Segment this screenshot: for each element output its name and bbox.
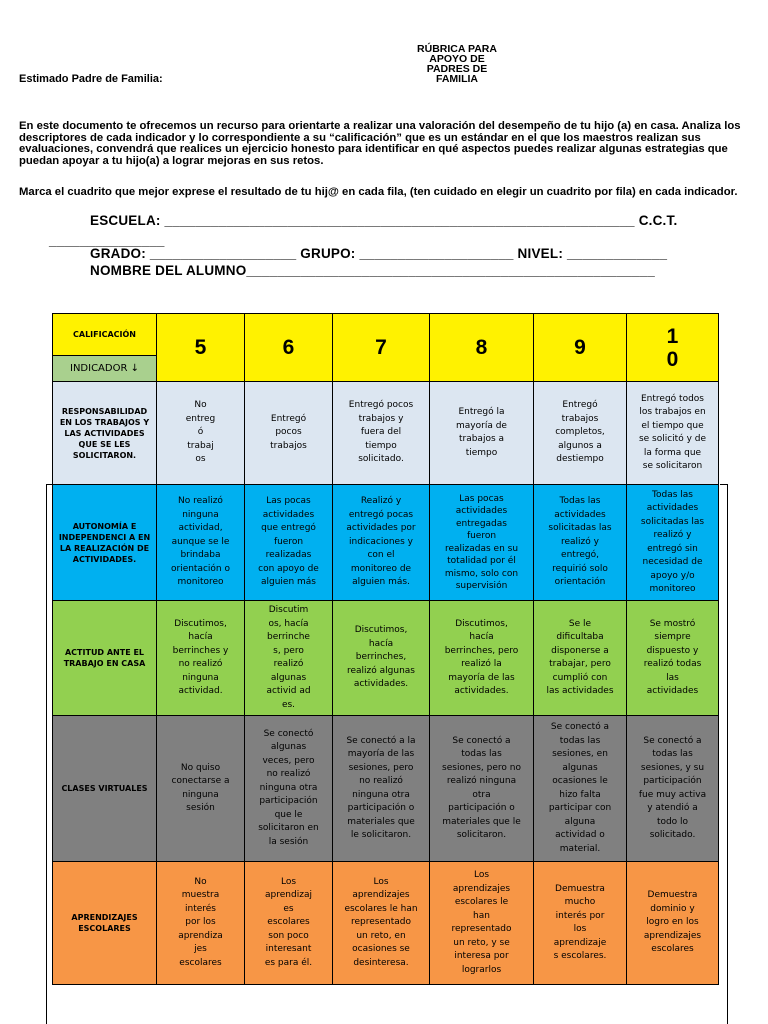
rubric-cell[interactable]: Las pocas actividades que entregó fueron realizadas con apoyo de alguien más bbox=[245, 485, 333, 601]
rubric-cell[interactable]: Discutimos, hacía berrinches, pero realizó la mayoría de las actividades. bbox=[430, 601, 534, 716]
rubric-cell[interactable]: Todas las actividades solicitadas las realizó y entregó sin necesidad de apoyo y/o monitoreo bbox=[627, 485, 719, 601]
rubric-cell[interactable]: Se conectó a todas las sesiones, en algunas ocasiones le hizo falta participar con alguna actividad o material. bbox=[534, 716, 627, 862]
score-7: 7 bbox=[333, 314, 430, 382]
rubric-cell[interactable]: No entreg ó trabaj os bbox=[157, 382, 245, 485]
rubric-cell[interactable]: Se conectó algunas veces, pero no realizó ninguna otra participación que le solicitaron en la sesión bbox=[245, 716, 333, 862]
instruction-paragraph: Marca el cuadrito que mejor exprese el resultado de tu hij@ en cada fila, (ten cuidado en elegir un cuadrito por fila) en cada indicador. bbox=[19, 186, 738, 198]
indicador-header: INDICADOR ↓ bbox=[53, 356, 157, 382]
rubric-cell[interactable]: No muestra interés por los aprendiza jes escolares bbox=[157, 862, 245, 985]
rubric-cell[interactable]: Se mostró siempre dispuesto y realizó todas las actividades bbox=[627, 601, 719, 716]
score-5: 5 bbox=[157, 314, 245, 382]
rubric-cell[interactable]: Se le dificultaba disponerse a trabajar, pero cumplió con las actividades bbox=[534, 601, 627, 716]
rubric-cell[interactable]: Los aprendizajes escolares le han representado un reto, y se interesa por lograrlos bbox=[430, 862, 534, 985]
escuela-field-line: ESCUELA: _____________________________________________________________ C.C.T. bbox=[90, 213, 678, 228]
rubric-cell[interactable]: Los aprendizajes escolares le han representado un reto, en ocasiones se desinteresa. bbox=[333, 862, 430, 985]
title-line: FAMILIA bbox=[436, 73, 478, 85]
page-frame-right bbox=[727, 484, 728, 1024]
rubric-cell[interactable]: Entregó trabajos completos, algunos a destiempo bbox=[534, 382, 627, 485]
rubric-cell[interactable]: No realizó ninguna actividad, aunque se le brindaba orientación o monitoreo bbox=[157, 485, 245, 601]
rubric-cell[interactable]: Todas las actividades solicitadas las realizó y entregó, requirió solo orientación bbox=[534, 485, 627, 601]
rubric-cell[interactable]: Discutimos, hacía berrinches y no realizó ninguna actividad. bbox=[157, 601, 245, 716]
rubric-cell[interactable]: No quiso conectarse a ninguna sesión bbox=[157, 716, 245, 862]
cct-field-line: _______________ bbox=[49, 233, 165, 248]
rubric-table bbox=[52, 313, 719, 985]
score-6: 6 bbox=[245, 314, 333, 382]
title-line: PADRES DE bbox=[426, 63, 488, 75]
rubric-cell[interactable]: Demuestra mucho interés por los aprendizaje s escolares. bbox=[534, 862, 627, 985]
rubric-cell[interactable]: Se conectó a la mayoría de las sesiones, pero no realizó ninguna otra participación o materiales que le solicitaron. bbox=[333, 716, 430, 862]
rubric-cell[interactable]: Discutim os, hacía berrinche s, pero realizó algunas activid ad es. bbox=[245, 601, 333, 716]
rubric-cell[interactable]: Entregó la mayoría de trabajos a tiempo bbox=[430, 382, 534, 485]
rubric-cell[interactable]: Se conectó a todas las sesiones, pero no realizó ninguna otra participación o materiales que le solicitaron. bbox=[430, 716, 534, 862]
calificacion-header: CALIFICACIÓN bbox=[53, 314, 157, 356]
rubric-cell[interactable]: Los aprendizaj es escolares son poco interesant es para él. bbox=[245, 862, 333, 985]
intro-paragraph: En este documento te ofrecemos un recurso para orientarte a realizar una valoración del desempeño de tu hijo (a) en casa. Analiza los descriptores de cada indicador y lo correspondiente a su “calificación” que es un estándar en el que los maestros realizan sus evaluaciones, convendrá que realices un ejercicio honesto para identificar en qué aspectos puedes realizar algunas estrategias que puedan apoyar a tu hijo(a) a lograr mejoras en sus retos. bbox=[19, 120, 741, 167]
rubric-cell[interactable]: Realizó y entregó pocas actividades por indicaciones y con el monitoreo de alguien más. bbox=[333, 485, 430, 601]
rubric-cell[interactable]: Discutimos, hacía berrinches, realizó algunas actividades. bbox=[333, 601, 430, 716]
greeting: Estimado Padre de Familia: bbox=[19, 73, 163, 85]
rubric-cell[interactable]: Entregó pocos trabajos bbox=[245, 382, 333, 485]
row-label-actitud: ACTITUD ANTE EL TRABAJO EN CASA bbox=[53, 601, 157, 716]
nombre-alumno-line: NOMBRE DEL ALUMNO_____________________________________________________ bbox=[90, 263, 655, 278]
page-frame-left bbox=[46, 484, 47, 1024]
score-10: 1 0 bbox=[627, 314, 719, 382]
rubric-cell[interactable]: Entregó pocos trabajos y fuera del tiempo solicitado. bbox=[333, 382, 430, 485]
title-line: APOYO DE bbox=[429, 53, 485, 65]
row-label-clases-virtuales: CLASES VIRTUALES bbox=[53, 716, 157, 862]
rubric-cell[interactable]: Demuestra dominio y logro en los aprendizajes escolares bbox=[627, 862, 719, 985]
rubric-cell[interactable]: Se conectó a todas las sesiones, y su participación fue muy activa y atendió a todo lo solicitado. bbox=[627, 716, 719, 862]
score-9: 9 bbox=[534, 314, 627, 382]
rubric-cell[interactable]: Entregó todos los trabajos en el tiempo que se solicitó y de la forma que se solicitaron bbox=[627, 382, 719, 485]
grado-grupo-nivel-line: GRADO: ___________________ GRUPO: ____________________ NIVEL: _____________ bbox=[90, 246, 668, 261]
row-label-responsabilidad: RESPONSABILIDAD EN LOS TRABAJOS Y LAS ACTIVIDADES QUE SE LES SOLICITARON. bbox=[53, 382, 157, 485]
row-label-autonomia: AUTONOMÍA E INDEPENDENCI A EN LA REALIZACIÓN DE ACTIVIDADES. bbox=[53, 485, 157, 601]
page-frame-top-left bbox=[46, 484, 54, 485]
rubric-cell[interactable]: Las pocas actividades entregadas fueron realizadas en su totalidad por él mismo, solo con supervisión bbox=[430, 485, 534, 601]
document-title bbox=[392, 44, 522, 84]
score-8: 8 bbox=[430, 314, 534, 382]
row-label-aprendizajes: APRENDIZAJES ESCOLARES bbox=[53, 862, 157, 985]
title-line: RÚBRICA PARA bbox=[417, 43, 497, 55]
